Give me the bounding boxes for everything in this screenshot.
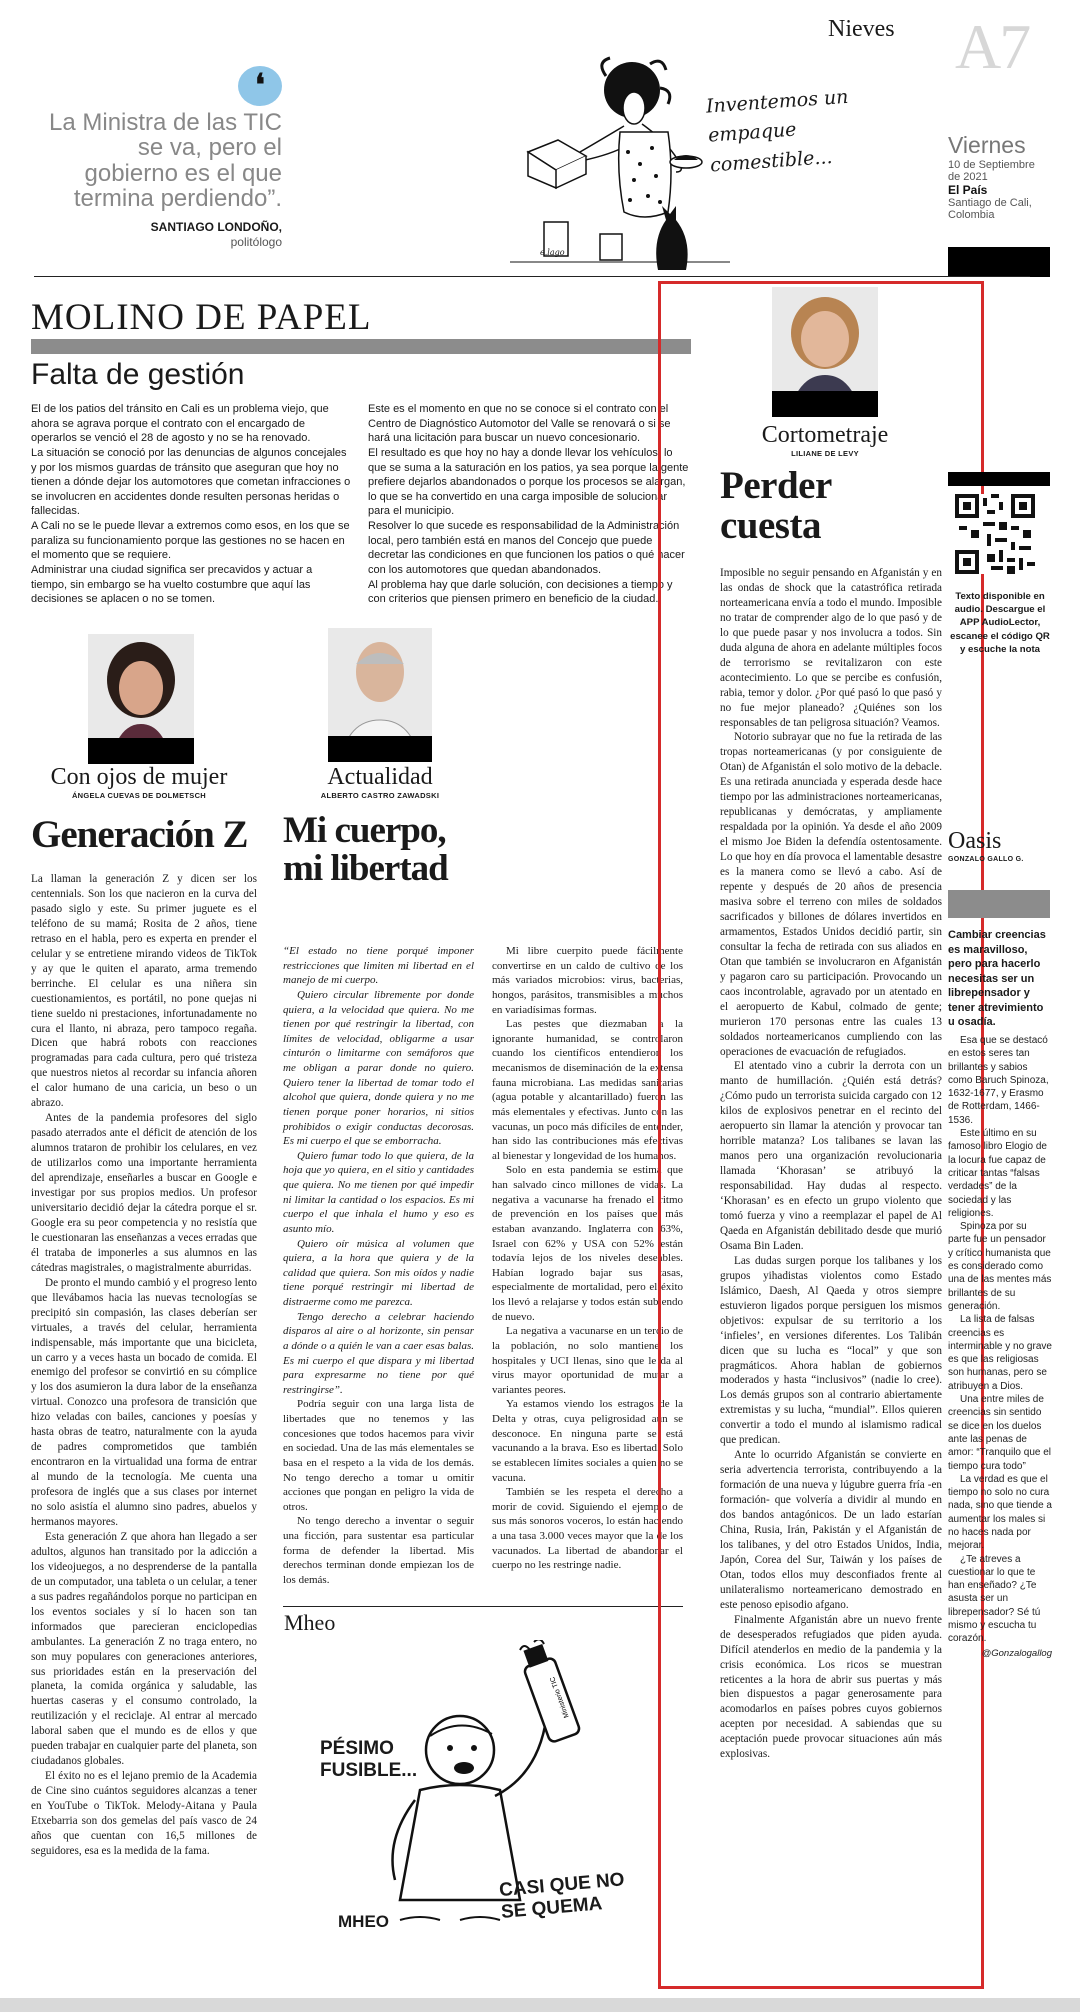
body-paragraph: Las pestes que diezmaban a la ignorante humanidad, se controlaron cuando los científicos entendieron los mecanismos de diseminación de la extensa fauna microbiana. Las medidas sanitarias (agua potable y alcantarillado) fueron las más elementales y efectivas. Junto con las vacunas, un poco más difíciles de entender, han sido las contribuciones más efectivas al bienestar y longevidad de los humanos. [492, 1018, 683, 1162]
oasis-paragraph: La lista de falsas creencias es interminable y no grave es que las religiosas son humanas, pero se atribuyen a Dios. [948, 1314, 1052, 1392]
fuse-label: Ministerio TIC [549, 1675, 571, 1719]
section-title-bar [31, 339, 691, 354]
author-name-mid: ALBERTO CASTRO ZAWADSKI [320, 791, 440, 800]
italic-quote-block [283, 944, 474, 1397]
cartoon-title: Mheo [284, 1610, 336, 1635]
bottom-cartoon [290, 1640, 680, 1960]
date-block [948, 132, 1058, 221]
oasis-bar [948, 890, 1050, 918]
oasis-paragraph: Esa que se destacó en estos seres tan brillantes y sabios como Baruch Spinoza, 1632-1677, y Erasmo de Rotterdam, 1466-1536. [948, 1035, 1049, 1126]
body-paragraph: Solo en esta pandemia se estima que han salvado cinco millones de vidas. La negativa a vacunarse ha frenado el ritmo de prevención en los países que más estaban avanzando. Inglaterra con 63%, Israel con 62% y USA con 52% están todavía lejos de los niveles deseables. Habían logrado bajar sus tasas, especialmente de mortalidad, pero el éxito los llevó a relajarse y todos están subiendo de nuevo. [492, 1164, 683, 1323]
italic-paragraph: Tengo derecho a celebrar haciendo disparos al aire o al horizonte, sin pensar a dónde o a quién le van a caer esas balas. Es mi cuerpo el que dispara y mi libertad para expresarme no tiene por qué restringirse”. [283, 1310, 474, 1396]
qr-code-icon[interactable] [955, 494, 1035, 574]
editorial-p: El resultado es que hoy no hay a donde llevar los vehículos, lo que se suma a la saturación en los patios, ya sea porque la gente prefiere dejarlos abandonados o porque los procesos se alargan, lo que se ha convertido en una carga imposible de solucionar para el municipio. [368, 446, 689, 518]
date-date: 10 de Septiembre [948, 159, 1035, 171]
italic-paragraph: Quiero fumar todo lo que quiera, de la hoja que yo quiera, en el sitio y cantidades que quiera. No me tienen por qué impedir ni limitar la cantidad o los espacios. Es mi cuerpo el que inhala el humo y eso es asunto mío. [283, 1149, 474, 1235]
oasis-body [948, 1034, 1052, 1660]
caption-line-2: empaque [707, 118, 798, 148]
bottom-rule [0, 1998, 1080, 2012]
date-day: Viernes [948, 132, 1026, 158]
speech-right: CASI QUE NO SE QUEMA [498, 1869, 626, 1923]
quote-role: politólogo [230, 235, 282, 249]
body-paragraph: Imposible no seguir pensando en Afganistán y en las ondas de shock que la catastrófica retirada norteamericana envía a todo el mundo. Imposible no tratar de comprender algo de lo que pasó y de lo que puede pasar y nos involucra a todos. Sin duda alguna de ahora en adelante múltiples focos de terrorismo se revitalizaron con este acontecimiento. Lo que se percibe es confusión, rabia, temor y dolor. ¿Por qué pasó lo que pasó y no fue mejor planeado? ¿Quiénes son los responsables de tan peligrosa situación? Veamos. [720, 567, 942, 729]
caption-line-3: comestible... [709, 145, 834, 177]
caption-line-1: Inventemos un [705, 85, 850, 118]
column-name-mid: Actualidad [327, 764, 433, 790]
body-paragraph: El éxito no es el lejano premio de la Academia de Cine sino cuántos seguidores alcanzas a tener en YouTube o TikTok. Melody-Aitana y Paula Etxebarria son dos gemelas del país vasco de 24 años que cuentan con 16,5 millones de seguidores, esa es la medida de la fama. [31, 1770, 257, 1857]
column-name-right: Cortometraje [761, 422, 889, 448]
editorial-p: A Cali no se le puede llevar a extremos como esos, en los que se paraliza su funcionamiento porque las gestiones no se hacen en el momento que se requiere. [31, 520, 350, 562]
italic-paragraph: “El estado no tiene porqué imponer restricciones que limiten mi libertad en el manejo de mi cuerpo. [283, 945, 474, 987]
top-cartoon-caption [705, 79, 901, 180]
body-paragraph: El atentado vino a cubrir la derrota con un manto de humillación. ¿Quién está detrás? ¿Cómo pudo un terrorista suicida cargado con 12 kilos de explosivos penetrar en el recinto del aeropuerto sin llamar la atención y provocar tan horrible matanza? Los talibanes se lavan las manos pero una organización revolucionaria llamada ‘Khorasan’ se atribuyó la responsabilidad. Hay dudas al respecto. ‘Khorasan’ es en efecto un grupo violento que tomó fuerza y vino a reemplazar el papel de Al Qaeda en Afganistán debilitado desde que murió Osama Bin Laden. [720, 1060, 942, 1252]
editorial-p: Este es el momento en que no se conoce si el contrato con el Centro de Diagnóstico Automotor del Valle se renovará o si se hará una licitación para buscar un nuevo concesionario. [368, 403, 671, 445]
date-country: Colombia [948, 209, 995, 221]
author-name-right: LILIANE DE LEVY [791, 449, 859, 458]
article-body-right [720, 566, 942, 1762]
body-paragraph: Esta generación Z que ahora han llegado a ser adultos, algunos han transitado por la adicción a los videojuegos, a no desprenderse de la pantalla de un computador, una tableta o un celular, a tener a sus padres regañándolos porque no participan en los eventos sociales y sí lo hacen son tan informados que parecieran enciclopedias ambulantes. La generación Z no traga entero, no son muy populares con generaciones anteriores, sus prioridades están en la preservación del planeta, la comida orgánica y saludable, las huertas caseras y el consumo controlado, la reutilización y el reciclaje. Al entrar al mercado laboral saben que el mundo es de ellos y que pueden trabajar en cualquier parte del planeta, son ciudadanos globales. [31, 1530, 257, 1768]
editorial-col-1 [31, 402, 351, 607]
page-number: A7 [955, 11, 1030, 82]
oasis-handle: @Gonzalogallog [981, 1647, 1052, 1659]
audio-black-bar [948, 472, 1050, 486]
column-name-oasis: Oasis [948, 828, 1002, 854]
editorial-p: Resolver lo que sucede es responsabilidad de la Administración local, pero también está en manos del Concejo que puede decretar las condiciones en que funcionen los patios o qué hacer con los automotores que quedan abandonados. [368, 520, 685, 576]
editorial-p: El de los patios del tránsito en Cali es un problema viejo, que ahora se agrava porque el contrato con el encargado de operarlos se venció el 28 de agosto y no se ha renovado. [31, 403, 329, 445]
column-name-left: Con ojos de mujer [50, 764, 228, 790]
oasis-paragraph: Una entre miles de creencias sin sentido se dice en los duelos ante las penas de amor: “Tranquilo que el tiempo cura todo” [948, 1394, 1052, 1472]
body-paragraph: Ya estamos viendo los estragos de la Delta y otras, cuya peligrosidad aún se desconoce. En ninguna parte se está vacunando a la brava. Eso es libertad. Solo se establecen límites sociales a quien no se vacuna. [492, 1398, 683, 1484]
italic-paragraph: Quiero circular libremente por donde quiera, a la velocidad que quiera. No me tienen por qué restringir la libertad, con límites de velocidad, obligarme a usar cinturón o limitarme con semáforos que me obligan a parar donde no quiero. Quiero tener la libertad de tomar todo el alcohol que quiera, donde quiera y no me tienen porque poner horarios, ni sitios prohibidos o exigir conductas decorosas. Es mi cuerpo el que se emborracha. [283, 988, 474, 1148]
article-body-mid [283, 944, 683, 1594]
bottom-cartoon-signature: MHEO [338, 1912, 389, 1931]
body-paragraph: La llaman la generación Z y dicen ser los centennials. Son los que nacieron en la curva del pasado siglo y este. Su primer juguete es el teléfono de su mamá; Rosita de 2 años, tiene retraso en el habla, pero es experta en prender el celular y se entretiene mirando videos de TikTok y ay que le quiten el aparato, arma tremendo berrinche. El celular es una niñera sin cuestionamientos, es portátil, no pone quejas ni tiene sueldo ni prestaciones, infortunadamente no cura el llanto, ni abraza, pero tampoco regaña. Dicen que habrá robots con reacciones programadas para cada cultura, pero qué tristeza que nuestros nietos al recordar su infancia añoren el calor humano de una caricia, un beso o un abrazo. [31, 873, 257, 1110]
header-black-bar [948, 247, 1050, 277]
quote-author: SANTIAGO LONDOÑO, [150, 220, 282, 234]
audio-text: Texto disponible en audio. Descargue el APP AudioLector, escanee el código QR y escuche la nota [950, 591, 1050, 655]
body-paragraph: De pronto el mundo cambió y el progreso lento que llevábamos hacia las nuevas tecnologías se precipitó sin compasión, las clases deberían ser virtuales, a través del celular, herramienta indispensable, más importante que una bicicleta, un carro y a veces hasta un bocado de comida. El enemigo del profesor se convirtió en su cómplice y los dos asumieron la dura labor de la enseñanza virtual. Conozco una profesora de transición que hizo veladas con bailes, canciones y poesías y hasta obras de teatro, naturalmente con la ayuda de padres comprometidos que también encontraron en la virtualidad una forma de entrar al mundo de la tecnología. Me cuenta una profesora de inglés que a sus clases por internet no solo asistía el alumno sino padres, abuelos y hermanos mayores. [31, 1276, 257, 1528]
quote-bubble-icon: ❛ [238, 66, 282, 106]
oasis-paragraph: ¿Te atreves a cuestionar lo que te han enseñado? ¿Te asusta ser un librepensador? Sé tú mismo y escucha tu corazón. [948, 1553, 1041, 1645]
article-title-mid: Mi cuerpo, mi libertad [283, 810, 448, 890]
editorial-col-2 [368, 402, 690, 607]
paper-name: El País [948, 183, 988, 197]
date-year: de 2021 [948, 171, 988, 183]
author-photo-mid [328, 628, 432, 762]
qr-code-graphic [955, 494, 1035, 574]
body-paragraph: Podría seguir con una larga lista de libertades que no tenemos y las concesiones que todos hacemos para vivir en sociedad. Una de las más elementales se basa en el respeto a la vida de los demás. No tengo derecho a tomar u omitir acciones que pongan en peligro la vida de otros. [283, 1398, 474, 1513]
author-name-left: ÁNGELA CUEVAS DE DOLMETSCH [71, 791, 207, 800]
editorial-title: Falta de gestión [31, 358, 245, 391]
oasis-paragraph: Este último en su famoso libro Elogio de la locura fue capaz de criticar tantas “falsas verdades” de la sociedad y las religiones. [948, 1128, 1047, 1219]
author-name-oasis: GONZALO GALLO G. [948, 856, 1024, 863]
editorial-p: La situación se conoció por las denuncias de algunos concejales y por los mismos guardas de tránsito que aseguran que hoy no tienen a dónde dejar los automotores que cometan infracciones o se involucren en accidentes donde resulten personas heridas o fallecidas. [31, 446, 351, 518]
article-title-left: Generación Z [31, 813, 248, 856]
cartoon-rule [283, 1606, 683, 1607]
body-paragraph: Antes de la pandemia profesores del siglo pasado aterrados ante el déficit de atención de los alumnos trataron de prohibir los celulares, en vez de utilizarlos como una importante herramienta del aprendizaje, enseñarles a buscar en Google e investigar por sus propios medios. Un profesor universitario decidió dejar la cátedra porque el sr. Google era su peor competencia y no resistía que le cuestionaran las enseñanzas a veces erradas que él trataba de imponerles a sus alumnos en las cátedras magistrales, o magistralmente aburridas. [31, 1112, 257, 1274]
oasis-lead: Cambiar creencias es maravilloso, pero para hacerlo necesitas ser un librepensador y tener atrevimiento u osadía. [948, 929, 1046, 1029]
author-photo-right [772, 287, 878, 417]
article-body-left [31, 872, 257, 1859]
editorial-p: Administrar una ciudad significa ser precavidos y actuar a tiempo, sin embargo se ha vuelto costumbre que aquí las decisiones se aplacen o no se tomen. [31, 563, 313, 606]
date-city: Santiago de Cali, [948, 197, 1032, 209]
author-photo-left [88, 634, 194, 764]
oasis-paragraph: La verdad es que el tiempo no solo no cura nada, sino que tiende a aumentar los males si no haces nada por mejorar. [948, 1473, 1052, 1552]
article-title-right: Perder cuesta [720, 464, 832, 547]
body-paragraph: Ante lo ocurrido Afganistán se convierte en seria advertencia terrorista, contribuyendo a la formación de una nueva y lúgubre guerra fría -en formación- que volvería a dividir al mundo en dos bandos antagónicos. De un lado estarían China, Rusia, Irán, Pakistán y el Afganistán de los talibanes, y del otro Estados Unidos, India, Japón, Corea del Sur, Taiwán y los países de Otan, todos ellos muy desconfiados frente al unilateralismo norteamericano demostrado en este penoso episodio afgano. [720, 1449, 942, 1611]
header-rule [34, 276, 1030, 277]
section-title: MOLINO DE PAPEL [31, 297, 372, 338]
body-paragraph: También se les respeta el derecho a morir de covid. Siguiendo el ejemplo de sus más sonoros voceros, lo están haciendo a una tasa 3.000 veces mayor que la de los vacunados. La libertad de abandonar el cuerpo no les restringe nadie. [492, 1486, 683, 1572]
editorial-p: Al problema hay que darle solución, con decisiones a tiempo y con criterios que piensen primero en beneficio de la ciudad. [368, 578, 673, 606]
oasis-paragraph: Spinoza por su parte fue un pensador y crítico humanista que es considerado como una de las mentes más brillantes de su generación. [948, 1221, 1052, 1312]
body-paragraph: Notorio subrayar que no fue la retirada de las tropas norteamericanas (y por consiguiente de Otan) de Afganistán el solo motivo de la debacle. Es una retirada anunciada y esperada desde hace tiempo por las administraciones norteamericanas, republicanas y demócratas, y ampliamente respaldada por la opinión. Ya desde el año 2009 el mismo Joe Biden la defendía ostentosamente. Lo que hoy en día provoca el lamentable desastre es la manera como se llevó a cabo. Así de repente y después de 20 años de presencia masiva sobre el terreno con miles de soldados sacrificados y billones de dólares invertidos en armamentos, Estados Unidos decidió partir, sin consultar la fecha de retirada con sus aliados en Otan que también se involucraron en Afganistán y pagaron caro su participación. Provocando un caos incontrolable, agravado por un atentado en el aeropuerto de Kabul, colmado de gente; murieron 170 personas entre las cuales 13 soldados norteamericanos cumpliendo con las operaciones de evacuación de refugiados. [720, 731, 942, 1058]
body-paragraph: Las dudas surgen porque los talibanes y los grupos yihadistas violentos como Estado Islámico, Daesh, Al Qaeda y otros siempre estuvieron ligados porque persiguen los mismos objetivos: expulsar de su territorio a los ‘infieles’, en versiones diferentes. Los Talibán dicen que su lucha es “local” y que son pragmáticos. Ahora hablan de gobiernos moderados y hasta “inclusivos” (nadie lo cree). Los demás grupos son al contrario abiertamente extremistas y su lucha, “mundial”. Ellos quieren convertir a todo el mundo al islamismo radical que predican. [720, 1254, 942, 1447]
top-cartoon [510, 52, 730, 274]
body-paragraph: No tengo derecho a inventar o seguir una ficción, para sustentar esa particular forma de defender la libertad. Mis derechos terminan donde empiezan los de los demás. [283, 1515, 474, 1586]
section-label: Nieves [828, 16, 895, 42]
top-cartoon-signature: e.lago [540, 248, 565, 257]
body-paragraph: Mi libre cuerpito puede fácilmente convertirse en un caldo de cultivo de los más variados microbios: virus, bacterias, hongos, parásitos, transmisibles a muchos en variadísimas formas. [492, 945, 683, 1016]
body-paragraph: La negativa a vacunarse en un tercio de la población, no solo mantiene los hospitales y UCI llenas, sino que le da al virus mayor oportunidad de mutar a variantes peores. [492, 1325, 683, 1396]
body-paragraph: Finalmente Afganistán abre un nuevo frente de desesperados refugiados que piden ayuda. Difícil atenderlos en medio de la pandemia y la crisis económica. Los ricos se muestran reticentes a la hora de abrir sus puertas y más bien dispuestos a pagar generosamente para acomodarlos en países pobres cuyos gobiernos acepten por necesidad. A sabiendas que su aceptación puede provocar situaciones aún más explosivas. [720, 1613, 942, 1761]
quote-text: La Ministra de las TIC se va, pero el gobierno es el que termina perdiendo”. [49, 109, 282, 213]
cartoon-woman-illustration [510, 52, 730, 274]
italic-paragraph: Quiero oír música al volumen que quiera, a la hora que quiera y de la calidad que quiera. Son mis oídos y nadie tiene porqué restringir mi libertad de distraerme como me parezca. [283, 1237, 474, 1308]
speech-left: PÉSIMO FUSIBLE... [320, 1738, 418, 1781]
